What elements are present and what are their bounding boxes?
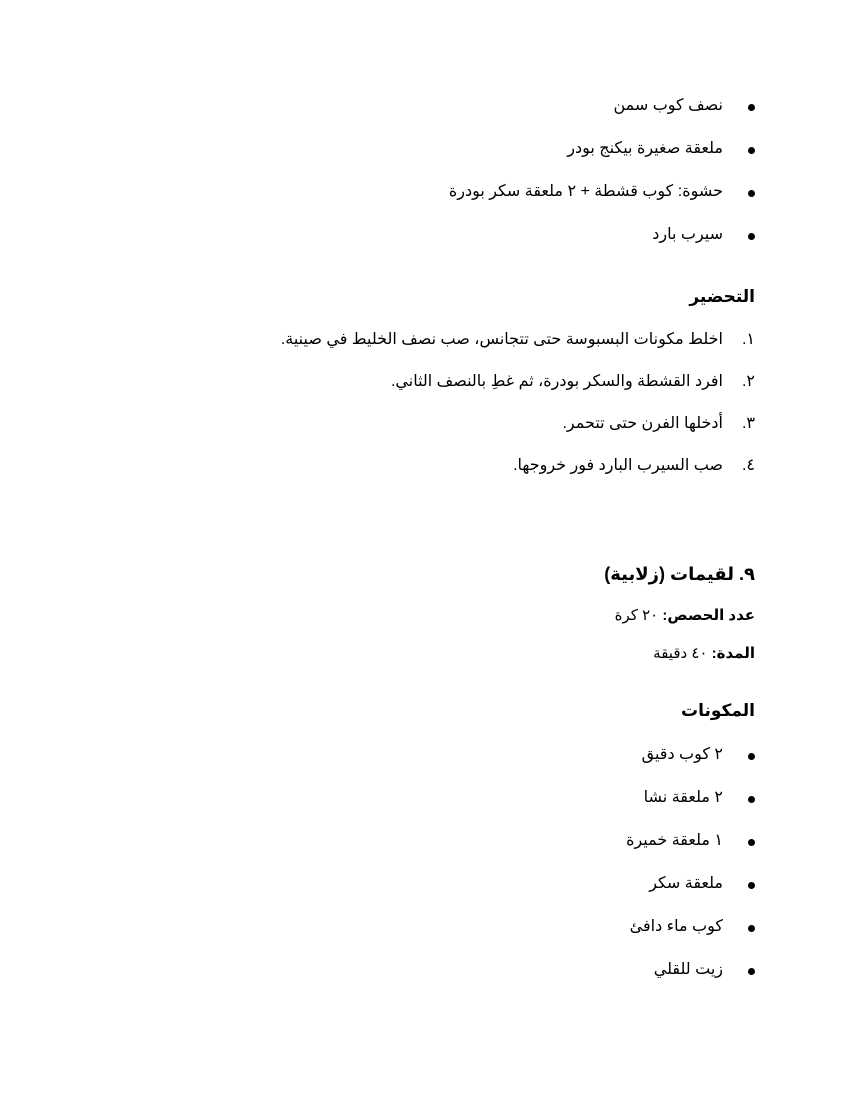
ingredient-text: نصف كوب سمن: [613, 97, 723, 114]
ingredient-text: ملعقة سكر: [649, 875, 723, 892]
bullet-icon: [748, 190, 755, 197]
step-item: [135, 414, 755, 456]
ingredients-list: [135, 745, 755, 1003]
list-item: [135, 745, 755, 788]
ingredient-text: ٢ ملعقة نشا: [643, 789, 723, 806]
step-number: ١.: [741, 331, 755, 348]
ingredient-text: ٢ كوب دقيق: [641, 746, 723, 763]
ingredient-text: ١ ملعقة خميرة: [626, 832, 723, 849]
top-ingredients-section: [135, 96, 755, 268]
list-item: [135, 831, 755, 874]
list-item: [135, 182, 755, 225]
step-text: اخلط مكونات البسبوسة حتى تتجانس، صب نصف الخليط في صينية.: [280, 331, 723, 348]
prep-heading: التحضير: [689, 287, 755, 306]
ingredient-text: سيرب بارد: [652, 226, 723, 243]
top-ingredients-list: [135, 96, 755, 268]
ingredient-text: زيت للقلي: [653, 961, 723, 978]
duration-value: ٤٠ دقيقة: [653, 645, 708, 662]
recipe-meta: [135, 606, 755, 682]
duration-label: المدة:: [711, 645, 755, 662]
ingredients-heading: المكونات: [680, 701, 755, 720]
list-item: [135, 960, 755, 1003]
ingredient-text: ملعقة صغيرة بيكنج بودر: [567, 140, 723, 157]
bullet-icon: [748, 753, 755, 760]
prep-steps-list: [135, 330, 755, 498]
list-item: [135, 874, 755, 917]
step-item: [135, 372, 755, 414]
list-item: [135, 96, 755, 139]
prep-steps-section: [135, 330, 755, 498]
list-item: [135, 139, 755, 182]
step-number: ٤.: [741, 457, 755, 474]
step-number: ٢.: [741, 373, 755, 390]
recipe-title: ٩. لقيمات (زلابية): [604, 564, 755, 584]
ingredient-text: حشوة: كوب قشطة + ٢ ملعقة سكر بودرة: [448, 183, 723, 200]
bullet-icon: [748, 882, 755, 889]
ingredients-section: [135, 745, 755, 1003]
ingredient-text: كوب ماء دافئ: [629, 918, 723, 935]
bullet-icon: [748, 233, 755, 240]
bullet-icon: [748, 968, 755, 975]
servings-value: ٢٠ كرة: [614, 607, 659, 624]
step-text: أدخلها الفرن حتى تتحمر.: [562, 415, 723, 432]
step-text: افرد القشطة والسكر بودرة، ثم غطِ بالنصف الثاني.: [390, 373, 723, 390]
list-item: [135, 225, 755, 268]
bullet-icon: [748, 839, 755, 846]
step-item: [135, 330, 755, 372]
list-item: [135, 917, 755, 960]
step-text: صب السيرب البارد فور خروجها.: [513, 457, 723, 474]
servings-label: عدد الحصص:: [662, 607, 755, 624]
bullet-icon: [748, 925, 755, 932]
bullet-icon: [748, 796, 755, 803]
list-item: [135, 788, 755, 831]
servings-line: [135, 606, 755, 644]
bullet-icon: [748, 147, 755, 154]
duration-line: [135, 644, 755, 682]
step-item: [135, 456, 755, 498]
step-number: ٣.: [741, 415, 755, 432]
bullet-icon: [748, 104, 755, 111]
